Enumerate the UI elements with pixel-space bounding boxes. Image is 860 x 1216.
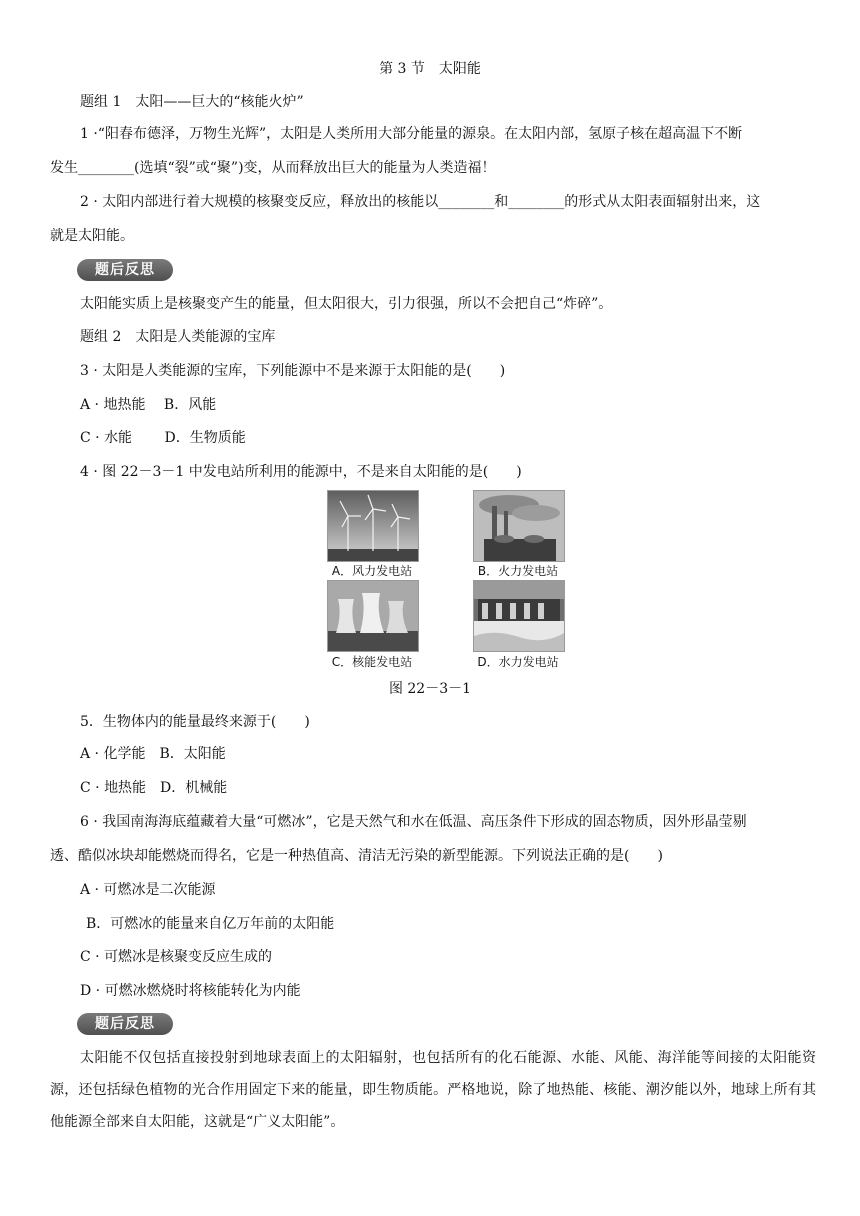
reflection-text: 太阳能实质上是核聚变产生的能量，但太阳很大，引力很强，所以不会把自己“炸碎”。 [80, 296, 613, 312]
q2-line2: 就是太阳能。 [50, 228, 134, 244]
hydro-power-photo [473, 580, 565, 652]
q5-options-row2: C · 地热能 D．机械能 [80, 780, 228, 796]
wind-power-photo [327, 490, 419, 562]
q5-stem: 5．生物体内的能量最终来源于( ) [80, 714, 310, 730]
q6-option-b: B．可燃冰的能量来自亿万年前的太阳能 [86, 916, 335, 932]
q4-stem: 4 · 图 22－3－1 中发电站所利用的能源中，不是来自太阳能的是( ) [80, 464, 522, 480]
q1-line1: 1 ·“阳春布德泽，万物生光辉”，太阳是人类所用大部分能量的源泉。在太阳内部，氢原子核在超高温下不断 [80, 126, 743, 142]
reflection-badge: 题后反思 [77, 259, 173, 281]
figure-label: 图 22－3－1 [388, 681, 472, 697]
caption-d: D．水力发电站 [477, 655, 559, 669]
q3-options-row1: A · 地热能 B．风能 [80, 397, 217, 413]
q1-line2: 发生________(选填“裂”或“聚”)变，从而释放出巨大的能量为人类造福！ [50, 160, 496, 176]
q5-options-row1: A · 化学能 B．太阳能 [80, 746, 226, 762]
caption-a: A．风力发电站 [331, 564, 413, 578]
reflection-paragraph: 太阳能不仅包括直接投射到地球表面上的太阳辐射，也包括所有的化石能源、水能、风能、海洋能等间接的太阳能资源，还包括绿色植物的光合作用固定下来的能量，即生物质能。严格地说，除了地热能、核能、潮汐能以外，地球上所有其他能源全部来自太阳能，这就是“广义太阳能”。 [50, 1050, 816, 1130]
q6-option-c: C · 可燃冰是核聚变反应生成的 [80, 949, 273, 965]
nuclear-power-photo [327, 580, 419, 652]
group1-heading: 题组 1 太阳——巨大的“核能火炉” [80, 94, 304, 110]
q3-stem: 3 · 太阳是人类能源的宝库，下列能源中不是来源于太阳能的是( ) [80, 363, 506, 379]
q2-line1: 2 · 太阳内部进行着大规模的核聚变反应，释放出的核能以________和________的形式从太阳表面辐射出来，这 [80, 194, 761, 210]
q6-line1: 6 · 我国南海海底蕴藏着大量“可燃冰”，它是天然气和水在低温、高压条件下形成的固态物质，因外形晶莹剔 [80, 814, 747, 830]
q6-line2: 透、酷似冰块却能燃烧而得名，它是一种热值高、清洁无污染的新型能源。下列说法正确的是( ) [50, 848, 663, 864]
page-title: 第 3 节 太阳能 [379, 61, 481, 77]
reflection-badge: 题后反思 [77, 1013, 173, 1035]
q6-option-d: D · 可燃冰燃烧时将核能转化为内能 [80, 983, 301, 999]
q6-option-a: A · 可燃冰是二次能源 [80, 882, 216, 898]
thermal-power-photo [473, 490, 565, 562]
caption-b: B．火力发电站 [477, 564, 559, 578]
caption-c: C．核能发电站 [331, 655, 413, 669]
group2-heading: 题组 2 太阳是人类能源的宝库 [80, 329, 276, 345]
q3-options-row2: C · 水能 D．生物质能 [80, 430, 246, 446]
